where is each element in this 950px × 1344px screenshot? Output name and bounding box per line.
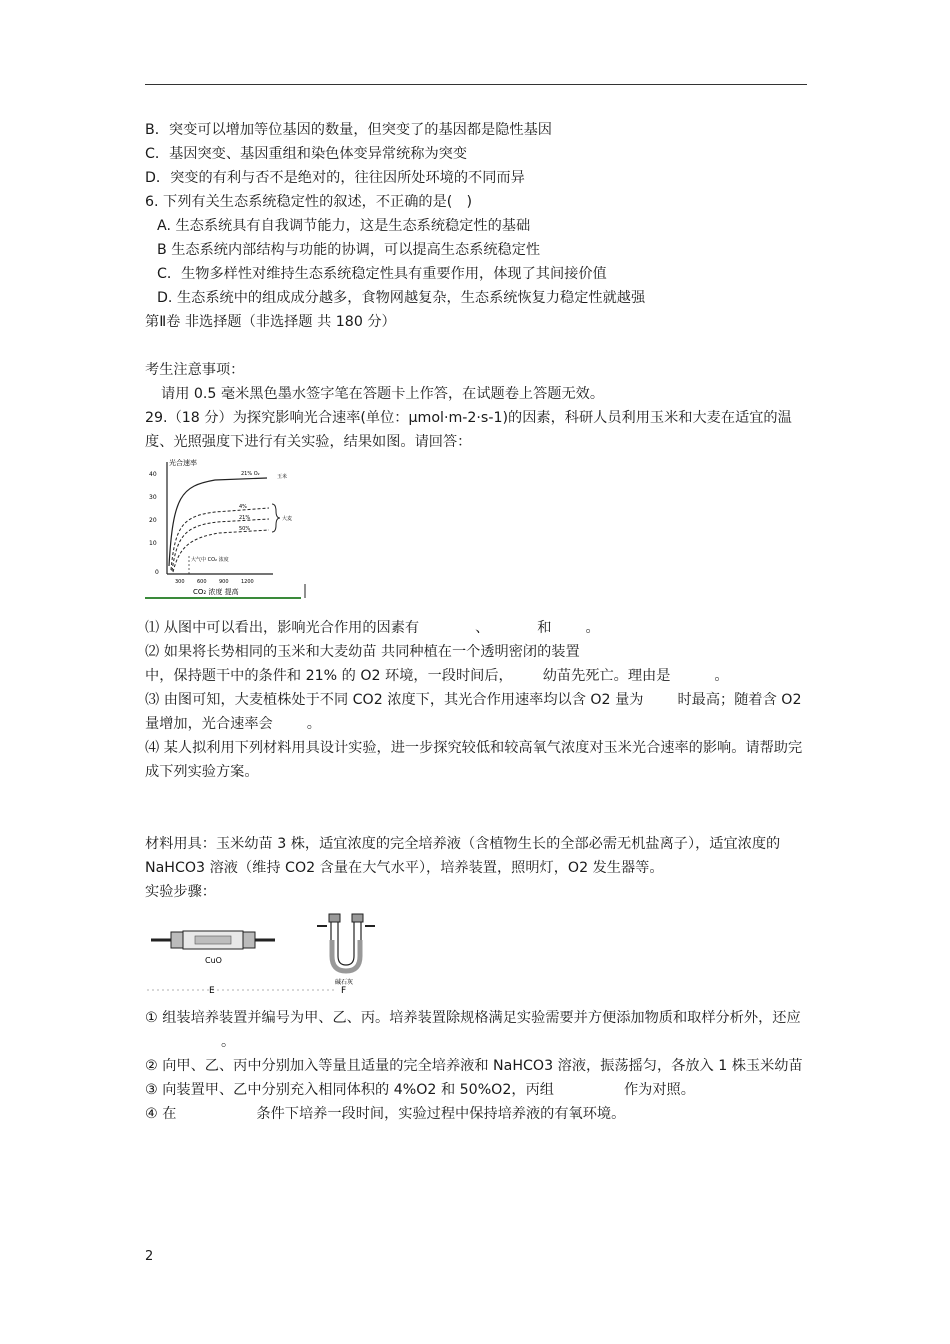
- materials: 材料用具：玉米幼苗 3 株，适宜浓度的完全培养液（含植物生长的全部必需无机盐离子），适宜浓度的 NaHCO3 溶液（维持 CO2 含量在大气水平），培养装置，照明灯，O2 发生器等。: [145, 836, 781, 876]
- chart-ylabel: 光合速率: [169, 459, 197, 467]
- option-6b: B 生态系统内部结构与功能的协调，可以提高生态系统稳定性: [157, 242, 541, 258]
- part-4: ⑷ 某人拟利用下列材料用具设计实验，进一步探究较低和较高氧气浓度对玉米光合速率的影响。请帮助完成下列实验方案。: [145, 740, 803, 780]
- photosynthesis-chart-figure: [145, 456, 307, 608]
- species-corn-label: 玉米: [277, 474, 288, 480]
- option-6c: C．生物多样性对维持生态系统稳定性具有重要作用，体现了其间接价值: [157, 266, 607, 282]
- part-2-line-2: 中，保持题干中的条件和 21% 的 O2 环境，一段时间后， 幼苗先死亡。理由是 。: [145, 668, 729, 684]
- apparatus-figure: [145, 912, 415, 994]
- curve-label: 21%: [239, 515, 251, 521]
- x-tick: 1200: [241, 579, 254, 585]
- x-tick: 900: [219, 579, 229, 585]
- barley-brace: [272, 504, 280, 532]
- curve-barley-50: [173, 530, 269, 572]
- y-tick: 30: [149, 494, 157, 501]
- steps-title: 实验步骤：: [145, 884, 216, 900]
- step-2: ② 向甲、乙、丙中分别加入等量且适量的完全培养液和 NaHCO3 溶液，振荡摇匀，各放入 1 株玉米幼苗: [145, 1058, 803, 1074]
- notice-body: 请用 0.5 毫米黑色墨水签字笔在答题卡上作答，在试题卷上答题无效。: [161, 386, 605, 402]
- option-5b: B．突变可以增加等位基因的数量，但突变了的基因都是隐性基因: [145, 122, 552, 138]
- option-5d: D．突变的有利与否不是绝对的，往往因所处环境的不同而异: [145, 170, 525, 186]
- part-2-line-1: ⑵ 如果将长势相同的玉米和大麦幼苗 共同种植在一个透明密闭的装置: [145, 644, 580, 660]
- y-tick: 40: [149, 471, 157, 478]
- question-6: 6. 下列有关生态系统稳定性的叙述，不正确的是( ): [145, 194, 473, 210]
- part-1: ⑴ 从图中可以看出，影响光合作用的因素有 、 和 。: [145, 620, 600, 636]
- photosynthesis-chart-svg: [145, 456, 307, 608]
- apparatus-svg: [145, 912, 415, 994]
- y-tick: 10: [149, 540, 157, 547]
- part-3: ⑶ 由图可知，大麦植株处于不同 CO2 浓度下，其光合作用速率均以含 O2 量为 时最高；随着含 O2 量增加，光合速率会 。: [145, 692, 802, 732]
- step-4: ④ 在 条件下培养一段时间，实验过程中保持培养液的有氧环境。: [145, 1106, 626, 1122]
- question-29: 29.（18 分）为探究影响光合速率(单位：μmol·m-2·s-1)的因素，科研人员利用玉米和大麦在适宜的温度、光照强度下进行有关实验，结果如图。请回答：: [145, 410, 792, 450]
- curve-label: 21% O₂: [241, 471, 260, 477]
- page-number: 2: [145, 1249, 154, 1264]
- notice-title: 考生注意事项：: [145, 362, 245, 378]
- curve-barley-21: [172, 519, 269, 571]
- y-tick: 0: [155, 569, 159, 576]
- species-barley-label: 大麦: [282, 516, 293, 522]
- x-tick: 300: [175, 579, 185, 585]
- step-1: ① 组装培养装置并编号为甲、乙、丙。培养装置除规格满足实验需要并方便添加物质和取样分析外，还应。: [145, 1010, 801, 1050]
- chart-xlabel: CO₂ 浓度 提高: [193, 588, 239, 596]
- step-3: ③ 向装置甲、乙中分别充入相同体积的 4%O2 和 50%O2，丙组 作为对照。: [145, 1082, 695, 1098]
- section-2-title: 第Ⅱ卷 非选择题（非选择题 共 180 分）: [145, 314, 396, 330]
- chart-annotation: 大气中 CO₂ 浓度: [191, 557, 229, 563]
- header-rule: [145, 84, 807, 85]
- option-5c: C．基因突变、基因重组和染色体变异常统称为突变: [145, 146, 468, 162]
- soda-lime-fill: [332, 940, 360, 971]
- curve-label: 4%: [239, 504, 247, 510]
- curve-label: 50%: [239, 526, 251, 532]
- x-tick: 600: [197, 579, 207, 585]
- label-f: F: [341, 986, 347, 994]
- option-6d: D. 生态系统中的组成成分越多，食物网越复杂，生态系统恢复力稳定性就越强: [157, 290, 646, 306]
- cuo-label: CuO: [205, 956, 222, 965]
- label-e: E: [209, 986, 215, 994]
- soda-lime-label: 碱石灰: [335, 979, 354, 986]
- option-6a: A. 生态系统具有自我调节能力，这是生态系统稳定性的基础: [157, 218, 531, 234]
- cuo-powder: [195, 936, 231, 944]
- y-tick: 20: [149, 517, 157, 524]
- document-body: [145, 118, 810, 1126]
